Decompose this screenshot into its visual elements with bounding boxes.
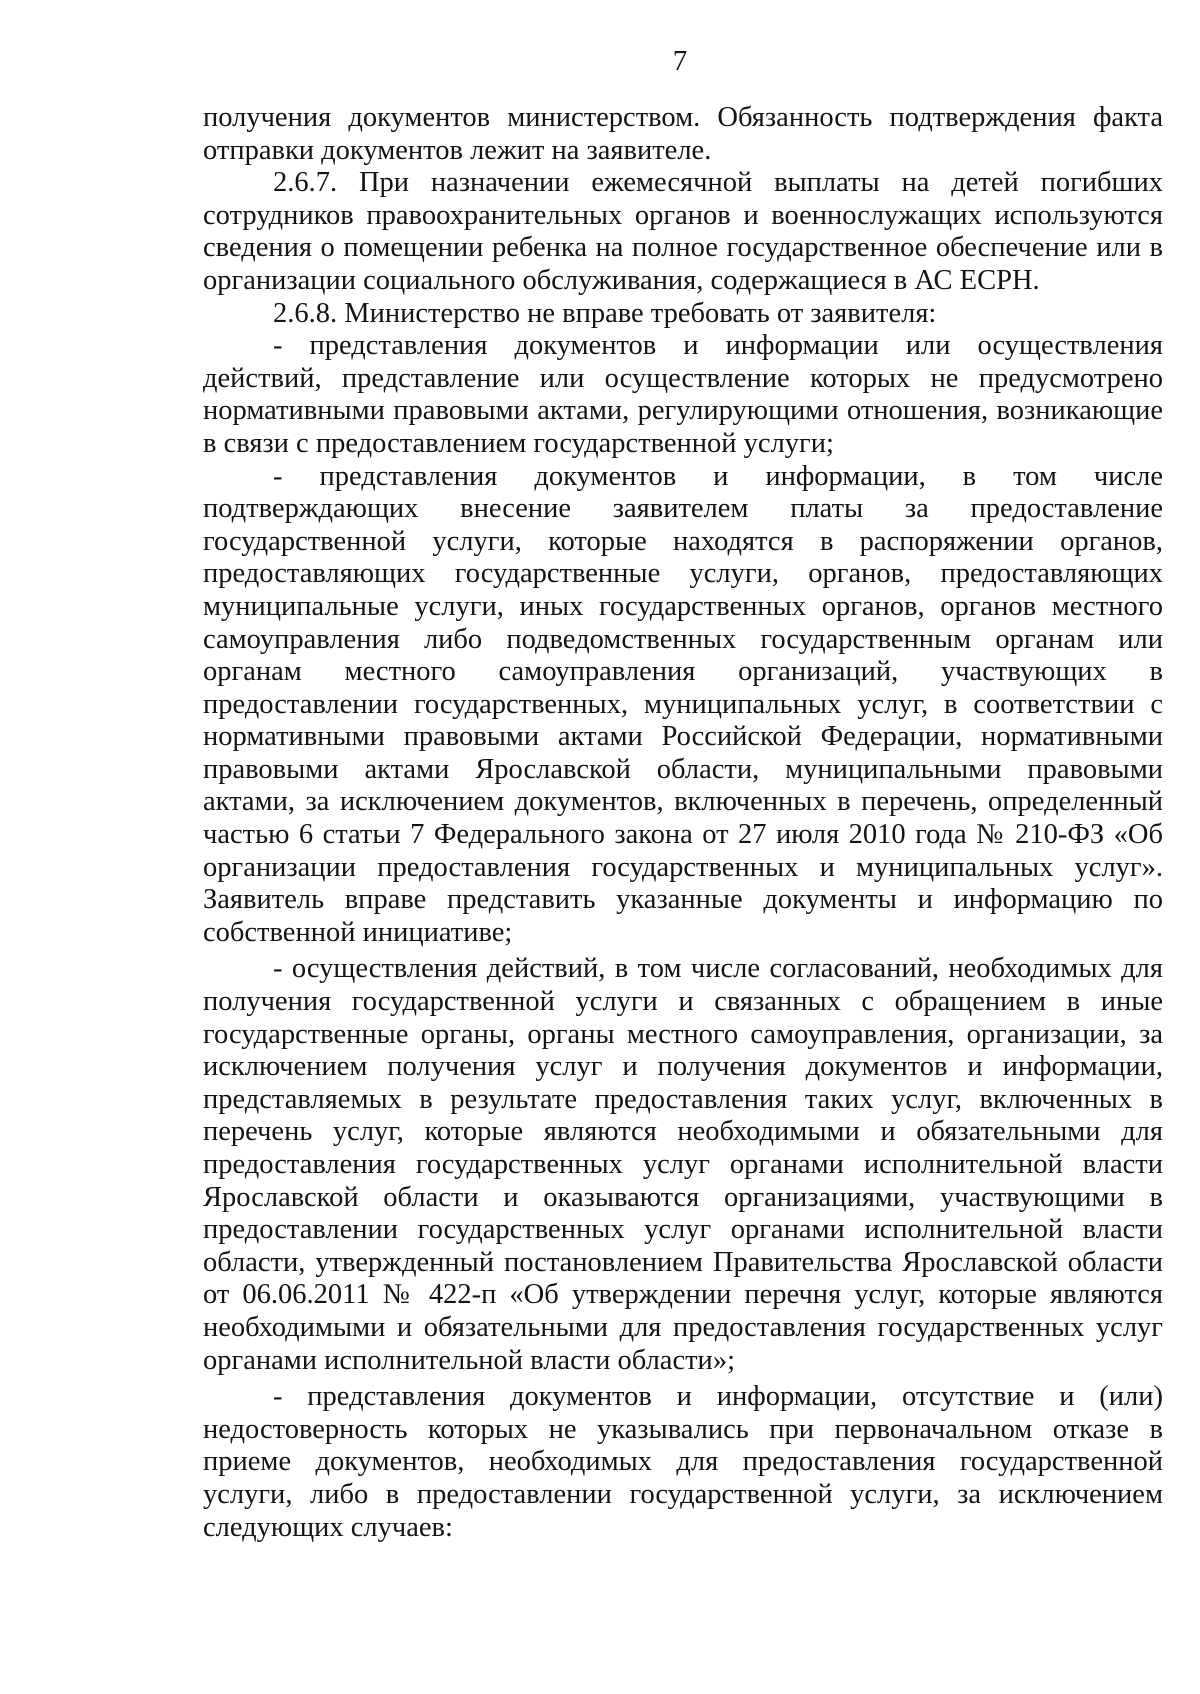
paragraph-2-6-7: 2.6.7. При назначении ежемесячной выплаты на детей погибших сотрудников правоохранительных органов и военнослужащих используются сведения о помещении ребенка на полное государственное обеспечение или в организации социального обслуживания, содержащиеся в АС ЕСРН.: [203, 167, 1163, 296]
list-item-1: - представления документов и информации или осуществления действий, представление или осуществление которых не предусмотрено нормативными правовыми актами, регулирующими отношения, возникающие в связи с предоставлением государственной услуги;: [203, 330, 1163, 459]
document-body: [203, 102, 1163, 1544]
paragraph-continuation: получения документов министерством. Обязанность подтверждения факта отправки документов лежит на заявителе.: [203, 102, 1163, 166]
paragraph-2-6-8: 2.6.8. Министерство не вправе требовать от заявителя:: [273, 297, 937, 329]
page-number: 7: [672, 45, 688, 77]
list-item-2: - представления документов и информации, в том числе подтверждающих внесение заявителем платы за предоставление государственной услуги, которые находятся в распоряжении органов, предоставляющих государственные услуги, органов, предоставляющих муниципальные услуги, иных государственных органов, органов местного самоуправления либо подведомственных государственным органам или органам местного самоуправления организаций, участвующих в предоставлении государственных, муниципальных услуг, в соответствии с нормативными правовыми актами Российской Федерации, нормативными правовыми актами Ярославской области, муниципальными правовыми актами, за исключением документов, включенных в перечень, определенный частью 6 статьи 7 Федерального закона от 27 июля 2010 года № 210-ФЗ «Об организации предоставления государственных и муниципальных услуг». Заявитель вправе представить указанные документы и информацию по собственной инициативе;: [203, 460, 1163, 948]
list-item-4: - представления документов и информации, отсутствие и (или) недостоверность которых не указывались при первоначальном отказе в приеме документов, необходимых для предоставления государственной услуги, либо в предоставлении государственной услуги, за исключением следующих случаев:: [203, 1381, 1163, 1543]
list-item-3: - осуществления действий, в том числе согласований, необходимых для получения государственной услуги и связанных с обращением в иные государственные органы, органы местного самоуправления, организации, за исключением получения услуг и получения документов и информации, представляемых в результате предоставления таких услуг, включенных в перечень услуг, которые являются необходимыми и обязательными для предоставления государственных услуг органами исполнительной власти Ярославской области и оказываются организациями, участвующими в предоставлении государственных услуг органами исполнительной власти области, утвержденный постановлением Правительства Ярославской области от 06.06.2011 № 422-п «Об утверждении перечня услуг, которые являются необходимыми и обязательными для предоставления государственных услуг органами исполнительной власти области»;: [203, 953, 1163, 1376]
